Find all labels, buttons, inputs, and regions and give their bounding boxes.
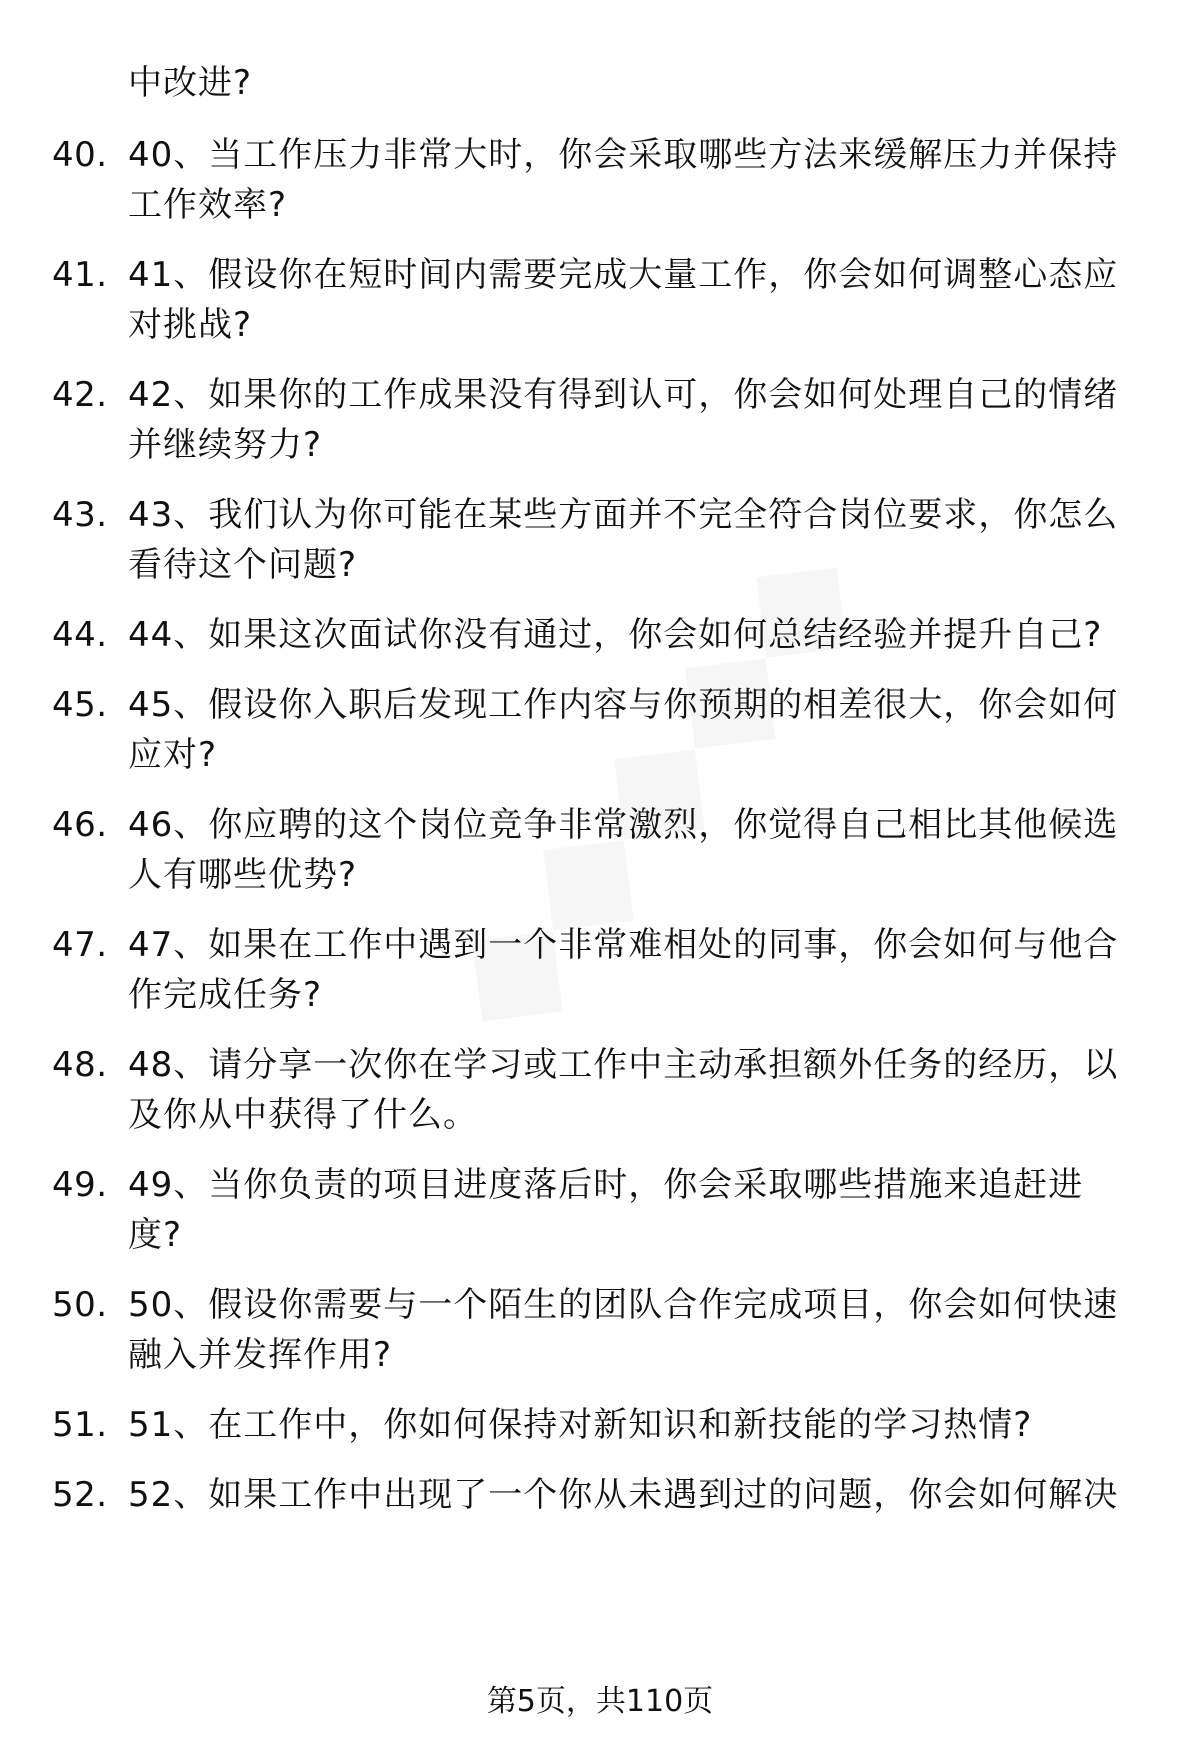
item-number: 43. (52, 495, 108, 535)
item-text-line: 47、如果在工作中遇到一个非常难相处的同事，你会如何与他合 (128, 925, 1119, 965)
item-text-line: 48、请分享一次你在学习或工作中主动承担额外任务的经历，以 (128, 1045, 1119, 1085)
page-number-footer: 第5页，共110页 (486, 1684, 714, 1719)
item-text-line: 45、假设你入职后发现工作内容与你预期的相差很大，你会如何 (128, 685, 1119, 725)
item-text-line: 41、假设你在短时间内需要完成大量工作，你会如何调整心态应 (128, 255, 1119, 295)
item-text (128, 490, 1148, 590)
item-number: 47. (52, 925, 108, 965)
item-number: 50. (52, 1285, 108, 1325)
item-text-line: 度? (128, 1215, 183, 1255)
item-text-line: 49、当你负责的项目进度落后时，你会采取哪些措施来追赶进 (128, 1165, 1084, 1205)
continuation-text: 中改进? (128, 63, 253, 103)
item-text-line: 51、在工作中，你如何保持对新知识和新技能的学习热情? (128, 1405, 1033, 1445)
item-text (128, 1040, 1148, 1140)
item-number: 41. (52, 255, 108, 295)
item-text-line: 工作效率? (128, 185, 288, 225)
item-text (128, 1470, 1148, 1520)
item-text-line: 对挑战? (128, 305, 253, 345)
item-text-line: 应对? (128, 735, 218, 775)
item-text-line: 并继续努力? (128, 425, 323, 465)
item-number: 40. (52, 135, 108, 175)
item-text-line: 看待这个问题? (128, 545, 358, 585)
item-text (128, 1400, 1148, 1450)
item-text-line: 44、如果这次面试你没有通过，你会如何总结经验并提升自己? (128, 615, 1103, 655)
item-text-line: 人有哪些优势? (128, 855, 358, 895)
item-number: 46. (52, 805, 108, 845)
item-number: 42. (52, 375, 108, 415)
item-text (128, 250, 1148, 350)
item-text (128, 800, 1148, 900)
item-text-line: 50、假设你需要与一个陌生的团队合作完成项目，你会如何快速 (128, 1285, 1119, 1325)
item-text-line: 40、当工作压力非常大时，你会采取哪些方法来缓解压力并保持 (128, 135, 1119, 175)
item-text-line: 42、如果你的工作成果没有得到认可，你会如何处理自己的情绪 (128, 375, 1119, 415)
item-text (128, 1280, 1148, 1380)
item-text (128, 920, 1148, 1020)
item-number: 51. (52, 1405, 108, 1445)
item-text-line: 作完成任务? (128, 975, 323, 1015)
item-text-line: 46、你应聘的这个岗位竞争非常激烈，你觉得自己相比其他候选 (128, 805, 1119, 845)
item-text-line: 43、我们认为你可能在某些方面并不完全符合岗位要求，你怎么 (128, 495, 1119, 535)
item-text (128, 1160, 1148, 1260)
item-number: 44. (52, 615, 108, 655)
item-text (128, 370, 1148, 470)
item-text (128, 680, 1148, 780)
item-number: 52. (52, 1475, 108, 1515)
item-text-line: 融入并发挥作用? (128, 1335, 393, 1375)
item-number: 45. (52, 685, 108, 725)
item-number: 49. (52, 1165, 108, 1205)
item-number: 48. (52, 1045, 108, 1085)
item-text (128, 610, 1148, 660)
item-text-line: 及你从中获得了什么。 (128, 1095, 478, 1135)
item-text (128, 130, 1148, 230)
item-text-line: 52、如果工作中出现了一个你从未遇到过的问题，你会如何解决 (128, 1475, 1119, 1515)
